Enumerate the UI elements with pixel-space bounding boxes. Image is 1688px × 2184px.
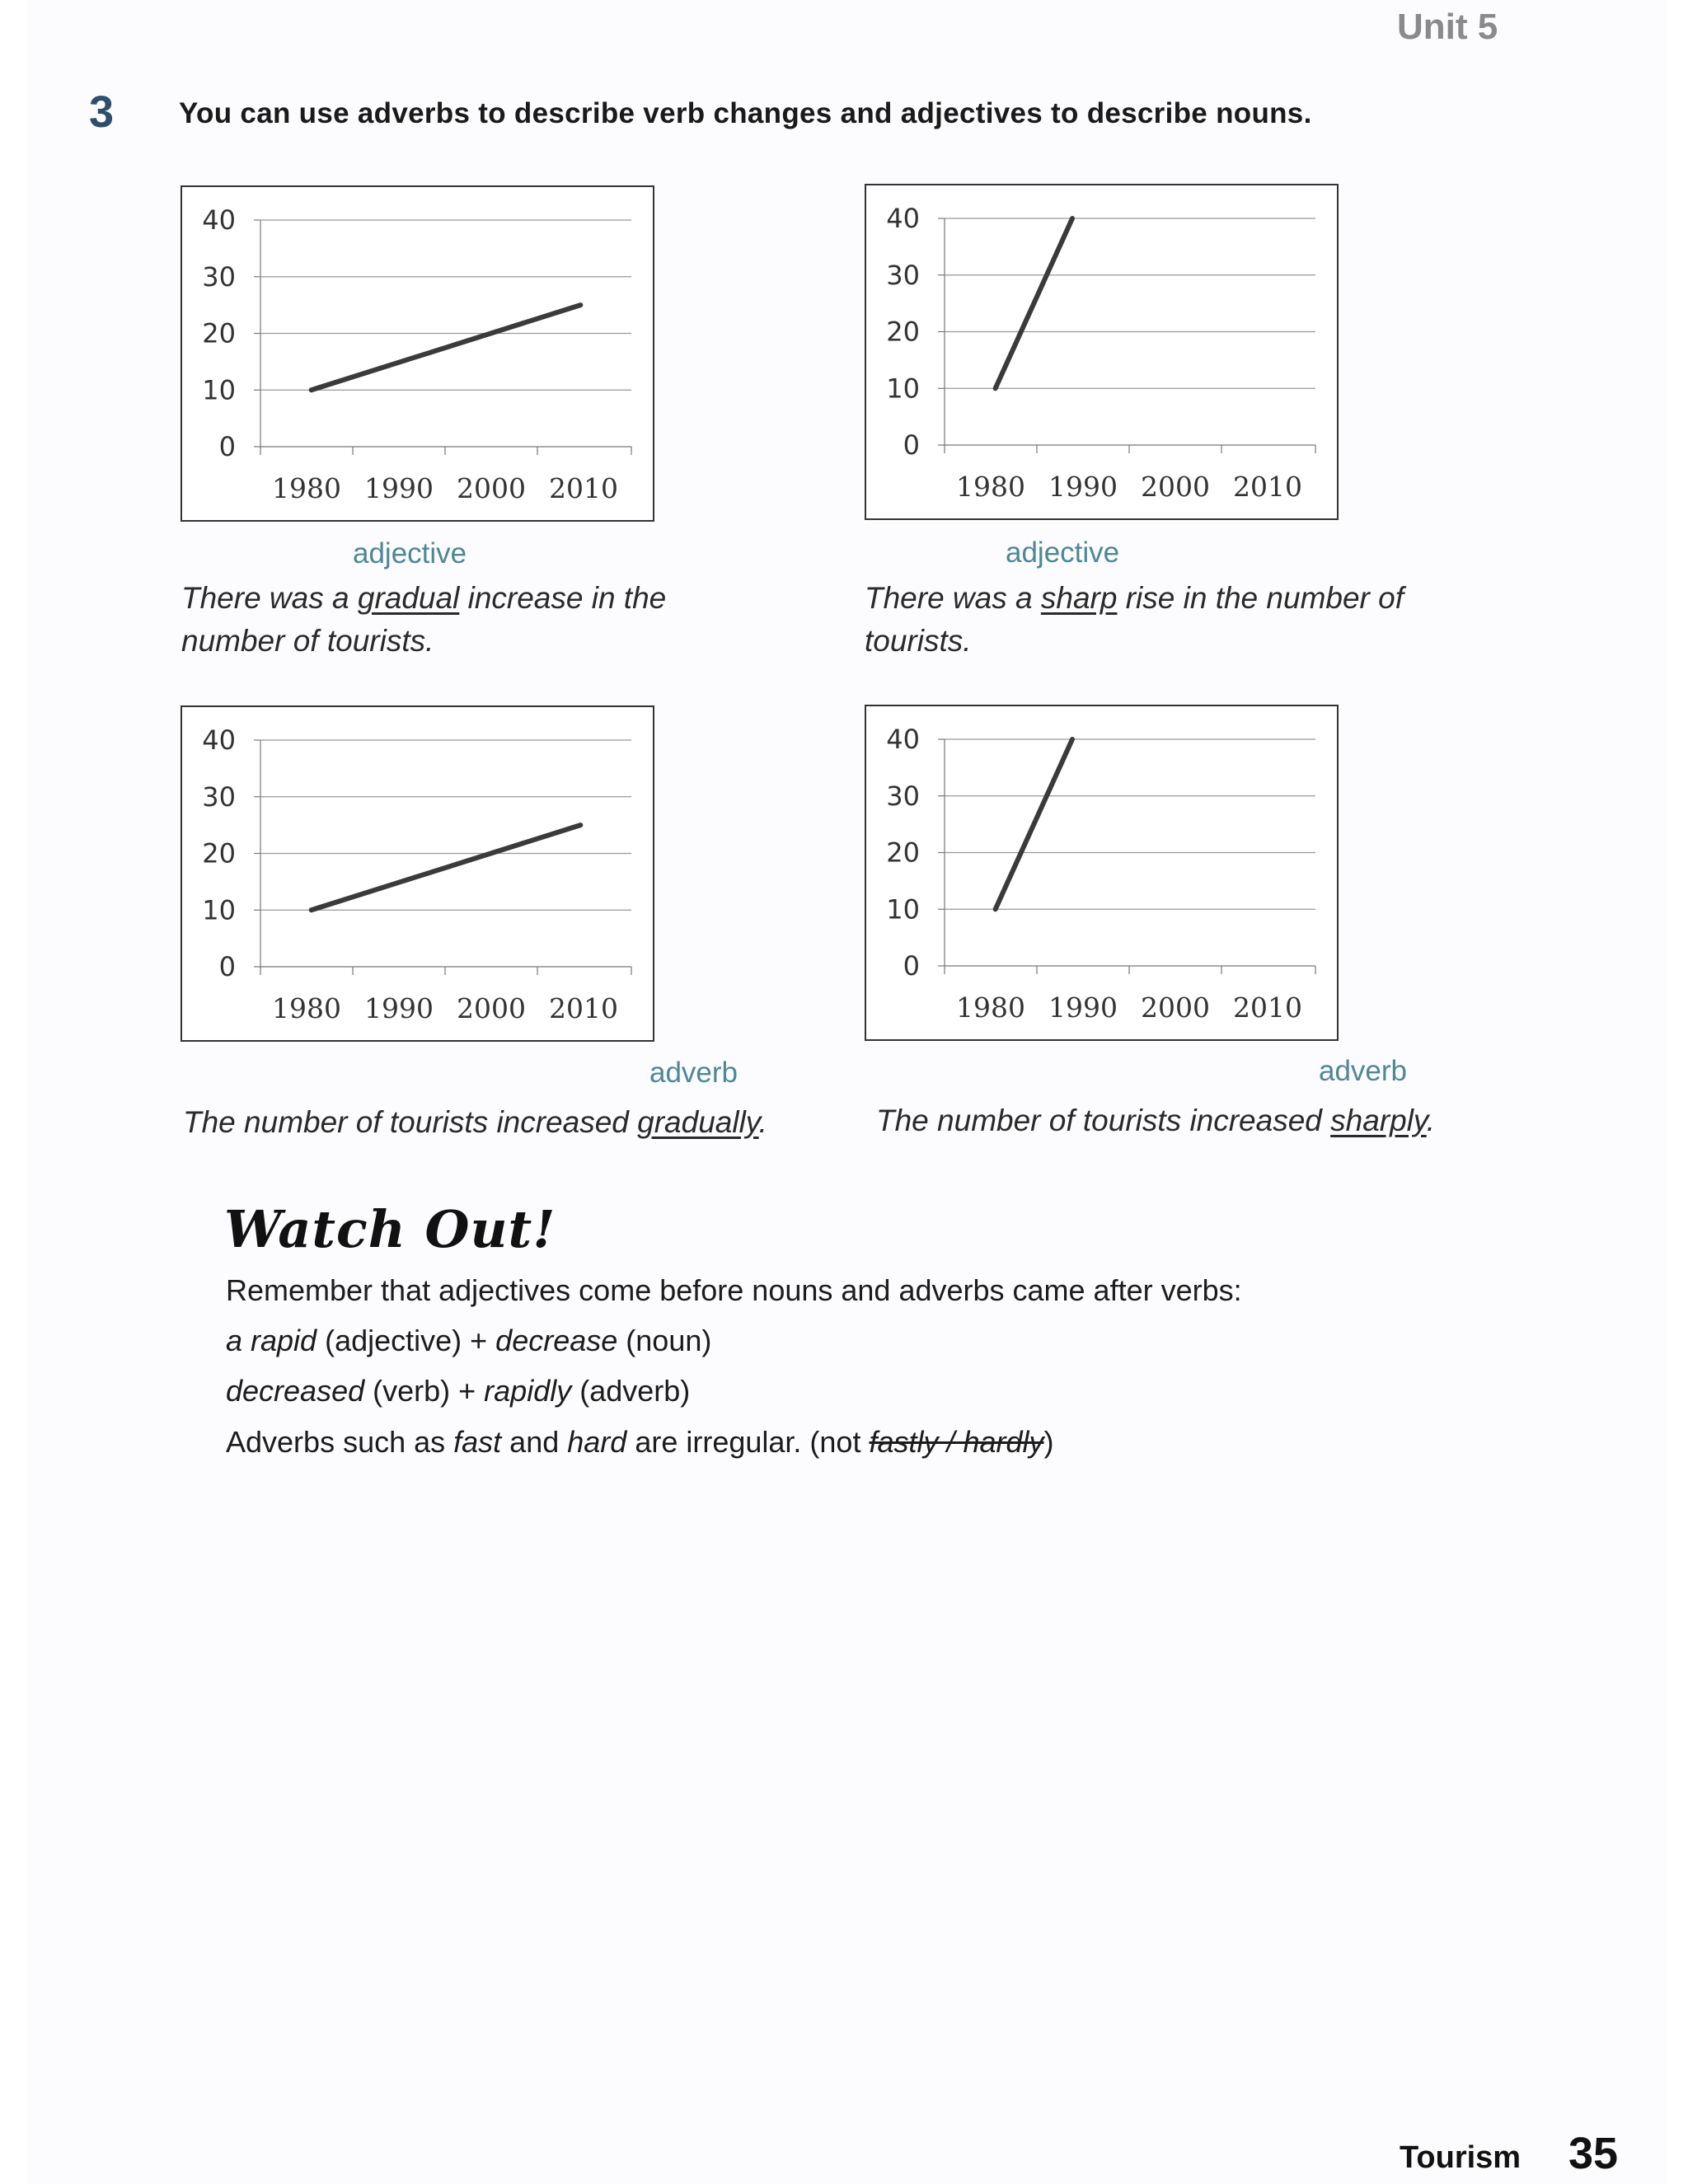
key-word: gradual [357,581,460,615]
watch-out-title: Watch Out! [224,1199,556,1259]
key-word: sharp [1040,581,1118,615]
chart-gradual-adjective [181,185,654,522]
x-tick-label: 2000 [1141,471,1210,503]
pos-label-adjective: adjective [1006,537,1120,569]
y-tick-label: 40 [202,724,236,756]
y-tick-label: 10 [202,894,236,926]
page-number: 35 [1568,2129,1619,2178]
x-tick-label: 2000 [457,992,526,1024]
y-tick-label: 40 [202,204,236,236]
y-tick-label: 0 [903,429,920,461]
watch-out-irregular-note: Adverbs such as fast and hard are irregular. (not fastly / hardly) [226,1425,1054,1459]
chart-sharp-adjective [865,184,1339,520]
y-tick-label: 40 [886,203,920,234]
y-tick-label: 20 [886,316,920,348]
watch-out-example-adverb: decreased (verb) + rapidly (adverb) [226,1374,691,1408]
x-tick-label: 2000 [457,472,526,504]
y-tick-label: 20 [202,317,236,349]
x-tick-label: 2010 [549,472,618,504]
example-sentence: There was a gradual increase in the number of tourists. [181,581,667,658]
struck-out-words: fastly / hardly [869,1425,1044,1459]
example-sentence: There was a sharp rise in the number of tourists. [865,581,1404,658]
x-tick-label: 1980 [272,472,341,504]
y-tick-label: 20 [202,837,236,869]
y-tick-label: 30 [202,780,236,813]
x-tick-label: 1980 [956,471,1025,503]
y-tick-label: 30 [886,780,920,812]
chart-svg [182,187,656,523]
exercise-instruction: You can use adverbs to describe verb changes and adjectives to describe nouns. [179,97,1312,129]
example-sentence: The number of tourists increased sharply. [876,1104,1435,1137]
data-line [996,739,1072,909]
x-tick-label: 1990 [364,992,434,1024]
example-sentence: The number of tourists increased gradually. [183,1105,767,1139]
pos-label-adverb: adverb [649,1057,738,1089]
x-tick-label: 2010 [1233,991,1302,1024]
watch-out-example-adjective: a rapid (adjective) + decrease (noun) [226,1324,712,1357]
data-line [312,825,581,910]
chart-svg [866,706,1340,1043]
y-tick-label: 30 [202,260,236,293]
key-word: sharply [1330,1104,1427,1137]
x-tick-label: 1990 [364,472,434,504]
y-tick-label: 10 [886,373,920,405]
x-tick-label: 1980 [272,992,341,1024]
watch-out-rule: Remember that adjectives come before nouns and adverbs came after verbs: [226,1273,1242,1307]
y-tick-label: 0 [903,950,920,982]
y-tick-label: 20 [886,837,920,869]
x-tick-label: 2000 [1141,991,1210,1024]
unit-label: Unit 5 [1397,7,1498,47]
chart-svg [182,707,656,1043]
x-tick-label: 1990 [1048,991,1118,1024]
y-tick-label: 10 [202,374,236,406]
data-line [312,305,581,390]
y-tick-label: 10 [886,893,920,926]
data-line [996,218,1072,388]
pos-label-adverb: adverb [1319,1055,1408,1087]
exercise-number: 3 [89,87,115,137]
footer-section-title: Tourism [1400,2140,1522,2175]
x-tick-label: 1990 [1048,471,1118,503]
y-tick-label: 40 [886,724,920,755]
x-tick-label: 1980 [956,991,1025,1024]
y-tick-label: 0 [218,951,236,982]
y-tick-label: 30 [886,259,920,291]
x-tick-label: 2010 [549,992,618,1024]
y-tick-label: 0 [218,431,236,462]
x-tick-label: 2010 [1233,471,1302,503]
chart-svg [866,185,1340,522]
chart-sharp-adverb [865,705,1339,1041]
key-word: gradually [637,1105,759,1139]
chart-gradual-adverb [181,705,654,1042]
pos-label-adjective: adjective [353,537,467,569]
